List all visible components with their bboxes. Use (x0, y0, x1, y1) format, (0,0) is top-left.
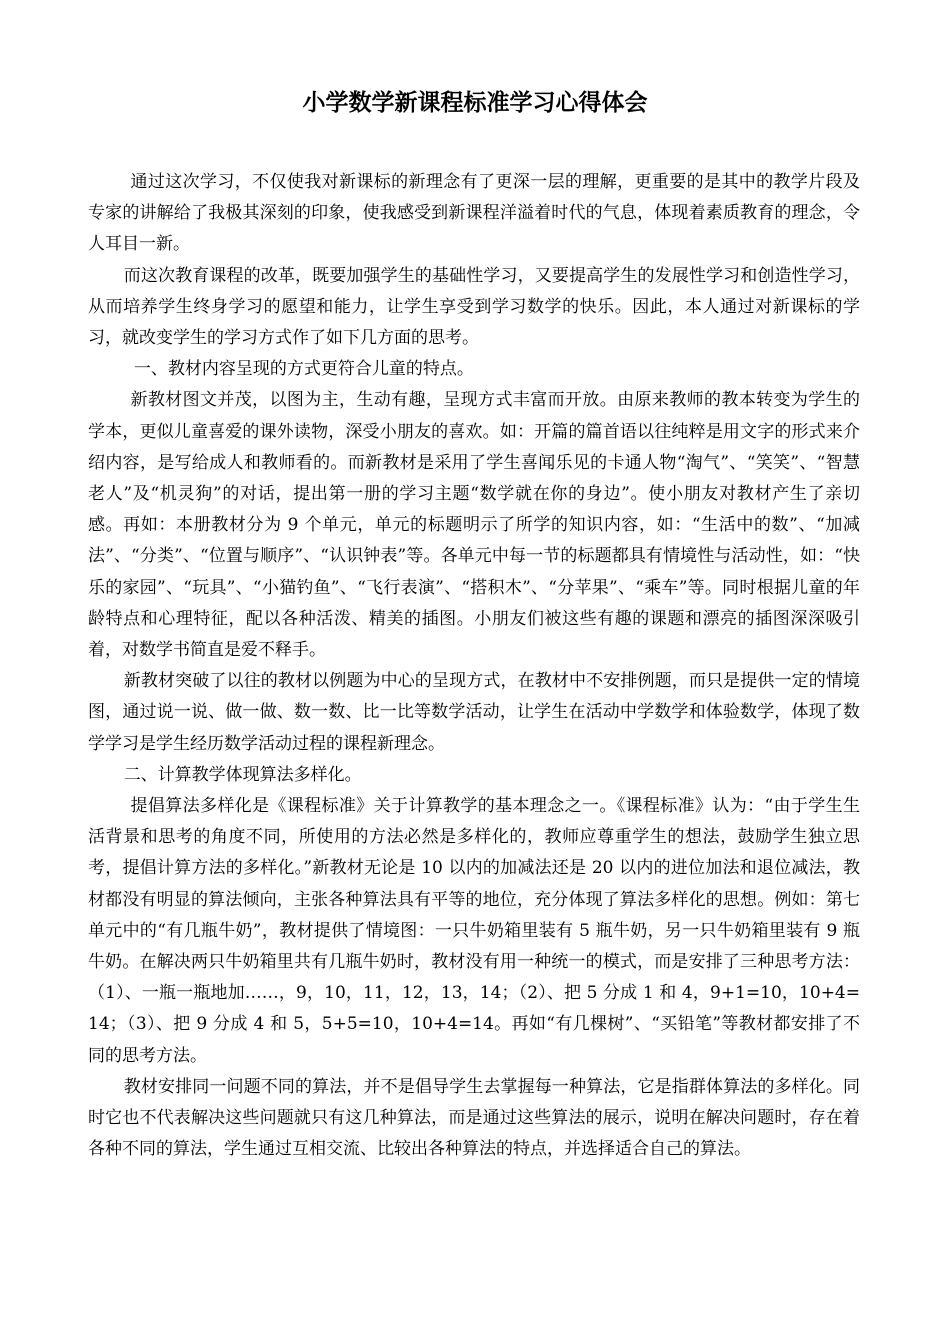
paragraph-no-examples: 新教材突破了以往的教材以例题为中心的呈现方式，在教材中不安排例题，而只是提供一定的情境图，通过说一说、做一做、数一数、比一比等数学活动，让学生在活动中学数学和体验数学，体现了数学学习是学生经历数学活动过程的课程新理念。 (88, 671, 860, 754)
section-heading-2: 二、计算教学体现算法多样化。 (123, 764, 362, 785)
document-body (88, 167, 860, 1166)
paragraph-textbook-presentation: 新教材图文并茂，以图为主，生动有趣，呈现方式丰富而开放。由原来教师的教本转变为学生的学本，更似儿童喜爱的课外读物，深受小朋友的喜欢。如：开篇的篇首语以往纯粹是用文字的形式来介绍内容，是写给成人和教师看的。而新教材是采用了学生喜闻乐见的卡通人物“淘气”、“笑笑”、“智慧老人”及“机灵狗”的对话，提出第一册的学习主题“数学就在你的身边”。使小朋友对教材产生了亲切感。再如：本册教材分为 9 个单元，单元的标题明示了所学的知识内容，如：“生活中的数”、“加减法”、“分类”、“位置与顺序”、“认识钟表”等。各单元中每一节的标题都具有情境性与活动性，如：“快乐的家园”、“玩具”、“小猫钓鱼”、“飞行表演”、“搭积木”、“分苹果”、“乘车”等。同时根据儿童的年龄特点和心理特征，配以各种活泼、精美的插图。小朋友们被这些有趣的课题和漂亮的插图深深吸引着，对数学书简直是爱不释手。 (88, 390, 860, 661)
paragraph-intro: 通过这次学习，不仅使我对新课标的新理念有了更深一层的理解，更重要的是其中的教学片段及专家的讲解给了我极其深刻的印象，使我感受到新课程洋溢着时代的气息，体现着素质教育的理念，令人耳目一新。 (88, 172, 860, 255)
paragraph-reform: 而这次教育课程的改革，既要加强学生的基础性学习，又要提高学生的发展性学习和创造性学习，从而培养学生终身学习的愿望和能力，让学生享受到学习数学的快乐。因此，本人通过对新课标的学习，就改变学生的学习方式作了如下几方面的思考。 (88, 265, 860, 349)
paragraph-group-algorithms: 教材安排同一问题不同的算法，并不是倡导学生去掌握每一种算法，它是指群体算法的多样化。同时它也不代表解决这些问题就只有这几种算法，而是通过这些算法的展示，说明在解决问题时，存在着各种不同的算法，学生通过互相交流、比较出各种算法的特点，并选择适合自己的算法。 (88, 1076, 860, 1160)
section-heading-1: 一、教材内容呈现的方式更符合儿童的特点。 (133, 359, 474, 380)
paragraph-algorithm-diversity: 提倡算法多样化是《课程标准》关于计算教学的基本理念之一。《课程标准》认为：“由于学生生活背景和思考的角度不同，所使用的方法必然是多样化的，教师应尊重学生的想法，鼓励学生独立思考，提倡计算方法的多样化。”新教材无论是 10 以内的加减法还是 20 以内的进位加法和退位减法，教材都没有明显的算法倾向，主张各种算法具有平等的地位，充分体现了算法多样化的思想。例如：第七单元中的“有几瓶牛奶”，教材提供了情境图：一只牛奶箱里装有 5 瓶牛奶，另一只牛奶箱里装有 9 瓶牛奶。在解决两只牛奶箱里共有几瓶牛奶时，教材没有用一种统一的模式，而是安排了三种思考方法：（1）、一瓶一瓶地加……，9，10，11，12，13，14；（2）、把 5 分成 1 和 4，9+1=10，10+4=14；（3）、把 9 分成 4 和 5，5+5=10，10+4=14。再如“有几棵树”、“买铅笔”等教材都安排了不同的思考方法。 (88, 796, 860, 1066)
document-title: 小学数学新课程标准学习心得体会 (302, 90, 648, 116)
